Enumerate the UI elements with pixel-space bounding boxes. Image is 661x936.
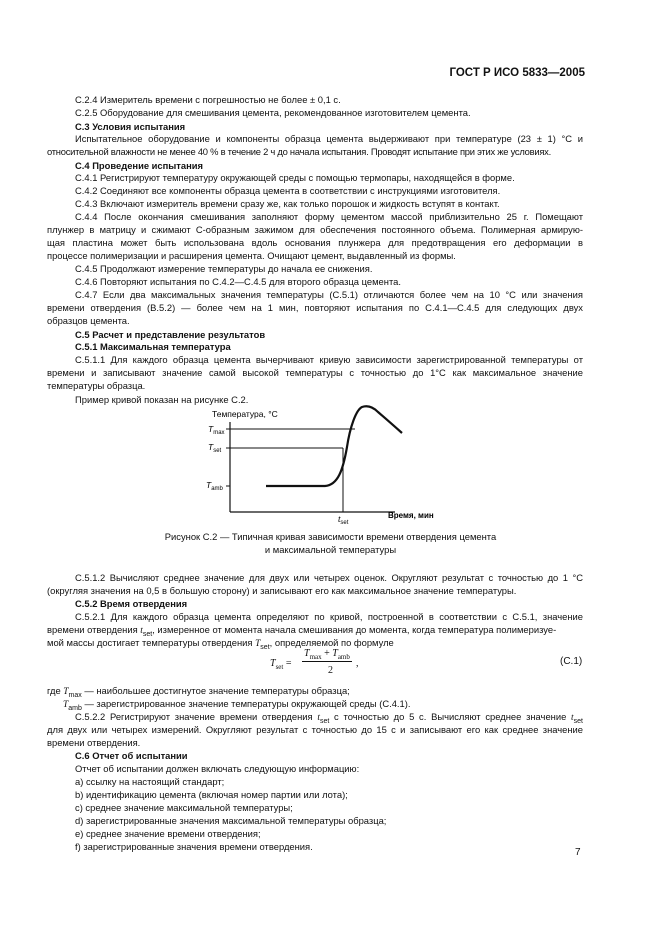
text-line: относительной влажности не менее 40 % в течение 2 ч до начала испытания. Проводят испытание при этих же условиях. — [47, 146, 551, 157]
text-line: С.2.5 Оборудование для смешивания цемента, рекомендованное изготовителем цемента. — [75, 107, 471, 118]
tick-label-t-max: $T_{max}$ — [208, 424, 225, 436]
text-line: С.4.6 Повторяют испытания по С.4.2—С.4.5 для второго образца цемента. — [75, 276, 401, 287]
temperature-curve — [266, 406, 402, 486]
eq-plus: + — [324, 648, 330, 659]
list-item: b) идентификацию цемента (включая номер партии или лота); — [75, 789, 348, 800]
text-line: где $T_{max}$ — наибольшее достигнутое значение температуры образца; — [47, 685, 350, 699]
section-heading: С.5 Расчет и представление результатов — [75, 329, 266, 340]
figure-caption-line1: Рисунок С.2 — Типичная кривая зависимости времени отвердения цемента — [164, 531, 497, 542]
text-line: времени отвердения (В.5.2) — более чем на 1 мин, повторяют испытания по С.4.1—С.4.5 для следующих двух — [47, 302, 583, 313]
text-line: (округляя значения на 0,5 в большую сторону) и записывают его как максимальное значение температуры. — [47, 585, 517, 596]
text-line: С.5.1.2 Вычисляют среднее значение для двух или четырех оценок. Округляют результат с точностью до 1 °С — [75, 572, 583, 583]
text-line: С.2.4 Измеритель времени с погрешностью не более ± 0,1 с. — [75, 94, 341, 105]
text-line: С.4.7 Если два максимальных значения температуры (С.5.1) отличаются более чем на 10 °С или значения — [75, 289, 583, 300]
text-line: Пример кривой показан на рисунке С.2. — [75, 394, 249, 405]
figure-caption-line2: и максимальной температуры — [264, 544, 397, 555]
eq-den: 2 — [328, 665, 333, 676]
eq-num-sub: max — [309, 653, 322, 661]
list-item: f) зарегистрированные значения времени отвердения. — [75, 841, 313, 852]
text-line: времени отвердения. — [47, 737, 141, 748]
text-line: температуры образца. — [47, 380, 146, 391]
text-line: щая пластина может быть использована вдоль основания плунжера для предотвращения его деформации в — [47, 237, 583, 248]
tick-label-t-amb: $T_{amb}$ — [206, 480, 223, 492]
document-header: ГОСТ Р ИСО 5833—2005 — [449, 67, 585, 79]
text-line: Испытательное оборудование и компоненты образца цемента выдерживают при температуре (23 ± 1) °С и — [75, 133, 583, 144]
list-item: с) среднее значение максимальной температуры; — [75, 802, 293, 813]
section-heading: С.4 Проведение испытания — [75, 160, 203, 171]
text-line: С.4.2 Соединяют все компоненты образца цемента в соответствии с инструкциями изготовителя. — [75, 185, 501, 196]
text-line: Отчет об испытании должен включать следующую информацию: — [75, 763, 360, 774]
text-line: С.5.2.1 Для каждого образца цемента определяют по кривой, построенной в соответствии с С.5.1, значение — [75, 611, 583, 622]
equation-number: (С.1) — [560, 656, 583, 667]
text-line: для двух или четырех измерений. Округляют результат с точностью до 15 с и записывают его как среднее значение — [47, 724, 583, 735]
x-axis-label: Время, мин — [388, 511, 434, 520]
text-line: времени отвердения $t_{set}$, измеренное от момента начала смешивания до момента, когда температура полимеризуе- — [47, 624, 557, 638]
list-item: е) среднее значение времени отвердения; — [75, 828, 261, 839]
text-line: С.5.2.2 Регистрируют значение времени отвердения $t_{set}$ с точностью до 5 с. Вычисляют среднее значение $t_{set}$ — [75, 711, 583, 725]
eq-lhs-sub: set — [275, 663, 284, 671]
eq-num2-sub: amb — [337, 653, 350, 661]
section-heading: С.5.1 Максимальная температура — [75, 341, 231, 352]
list-item: а) ссылку на настоящий стандарт; — [75, 776, 225, 787]
section-heading: С.6 Отчет об испытании — [75, 750, 188, 761]
eq-num2: T — [332, 648, 338, 659]
section-heading: С.5.2 Время отвердения — [75, 598, 188, 609]
section-heading: С.3 Условия испытания — [75, 121, 186, 132]
text-line: времени и записывают значение самой высокой температуры с точностью до 1°С как максимальное значение — [47, 367, 583, 378]
tick-label-t-set: $T_{set}$ — [208, 442, 222, 454]
text-line: С.4.3 Включают измеритель времени сразу же, как только порошок и жидкость вступят в контакт. — [75, 198, 500, 209]
eq-num: T — [304, 648, 310, 659]
eq-lhs: T — [270, 658, 276, 669]
temperature-curve-figure — [190, 405, 450, 525]
x-mark-t-set: $t_{set}$ — [338, 514, 349, 525]
text-line: образцов цемента. — [47, 315, 130, 326]
text-line: мой массы достигает температуры отвердения $T_{set}$, определяемой по формуле — [47, 637, 394, 651]
list-item: d) зарегистрированные значения максимальной температуры образца; — [75, 815, 387, 826]
text-line: процессе полимеризации и расширения цемента. Очищают цемент, выдавленный из формы. — [47, 250, 456, 261]
text-line: С.4.4 После окончания смешивания заполняют форму цементом массой приблизительно 25 г. Помещают — [75, 211, 583, 222]
text-line: плунжер в матрицу и сжимают С-образным зажимом для обеспечения постоянного объема. Полимерная армирую- — [47, 224, 583, 235]
text-line: С.4.1 Регистрируют температуру окружающей среды с помощью термопары, находящейся в форме. — [75, 172, 515, 183]
y-axis-label: Температура, °С — [212, 409, 278, 419]
text-line: $T_{amb}$ — зарегистрированное значение температуры окружающей среды (С.4.1). — [63, 698, 411, 712]
page-number: 7 — [575, 847, 581, 858]
text-line: С.5.1.1 Для каждого образца цемента вычерчивают кривую зависимости зарегистрированной температуры от — [75, 354, 583, 365]
text-line: С.4.5 Продолжают измерение температуры до начала ее снижения. — [75, 263, 373, 274]
